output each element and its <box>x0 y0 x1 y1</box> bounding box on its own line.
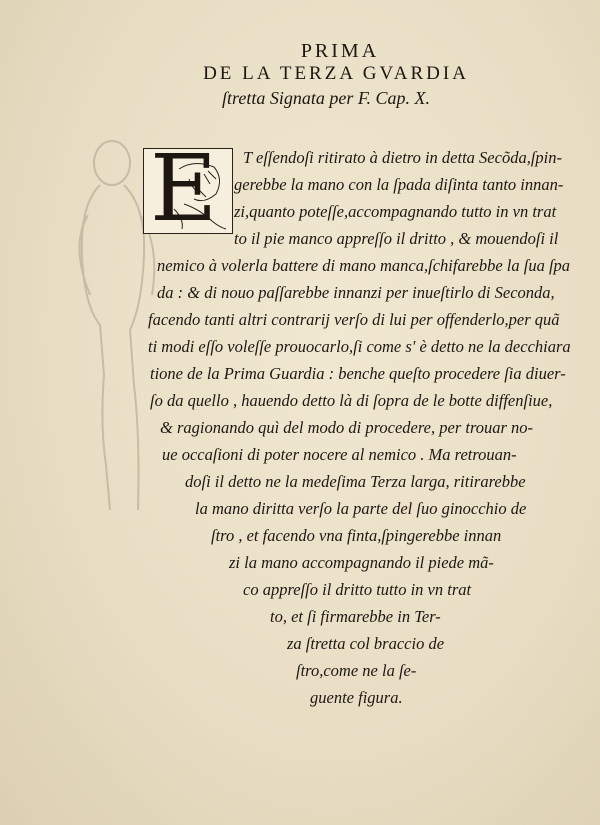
text-line: co appreſſo il dritto tutto in vn trat <box>243 580 472 599</box>
text-line: ſtro,come ne la ſe- <box>296 661 417 680</box>
text-line: doſi il detto ne la medeſima Terza larga, ritirarebbe <box>185 472 526 491</box>
text-line: T eſſendoſi ritirato à dietro in detta Secõda,ſpin- <box>243 148 562 167</box>
text-line: & ragionando quì del modo di procedere, per trouar no- <box>160 418 534 437</box>
text-line: da : & di nouo paſſarebbe innanzi per inueſtirlo di Seconda, <box>157 283 555 302</box>
initial-letter: E <box>150 135 218 242</box>
text-line: zi la mano accompagnando il piede mã- <box>229 553 494 572</box>
text-line: ti modi eſſo voleſſe prouocarlo,ſi come s' è detto ne la decchiara <box>148 337 571 356</box>
text-line: ſo da quello , hauendo detto là di ſopra de le botte diffenſiue, <box>150 391 553 410</box>
text-line: zi,quanto poteſſe,accompagnando tutto in vn trat <box>234 202 557 221</box>
heading-prima: PRIMA <box>300 40 380 62</box>
text-line: guente figura. <box>310 688 403 707</box>
heading-subtitle: ſtretta Signata per F. Cap. X. <box>222 88 431 108</box>
text-line: ſtro , et facendo vna finta,ſpingerebbe innan <box>211 526 502 545</box>
text-line: to, et ſi firmarebbe in Ter- <box>270 607 441 626</box>
heading-title: DE LA TERZA GVARDIA <box>203 63 469 84</box>
text-line: gerebbe la mano con la ſpada diſinta tanto innan- <box>234 175 564 194</box>
decorated-initial <box>143 135 233 242</box>
text-line: la mano diritta verſo la parte del ſuo ginocchio de <box>195 499 527 518</box>
text-line: za ſtretta col braccio de <box>287 634 445 653</box>
text-line: tione de la Prima Guardia : benche queſto procedere ſia diuer- <box>150 364 566 383</box>
text-line: facendo tanti altri contrarij verſo di lui per offenderlo,per quã <box>148 310 560 329</box>
text-line: nemico à volerla battere di mano manca,ſchifarebbe la ſua ſpa <box>157 256 571 275</box>
text-line: ue occaſioni di poter nocere al nemico . Ma retrouan- <box>162 445 517 464</box>
text-line: to il pie manco appreſſo il dritto , & mouendoſi il <box>234 229 559 248</box>
